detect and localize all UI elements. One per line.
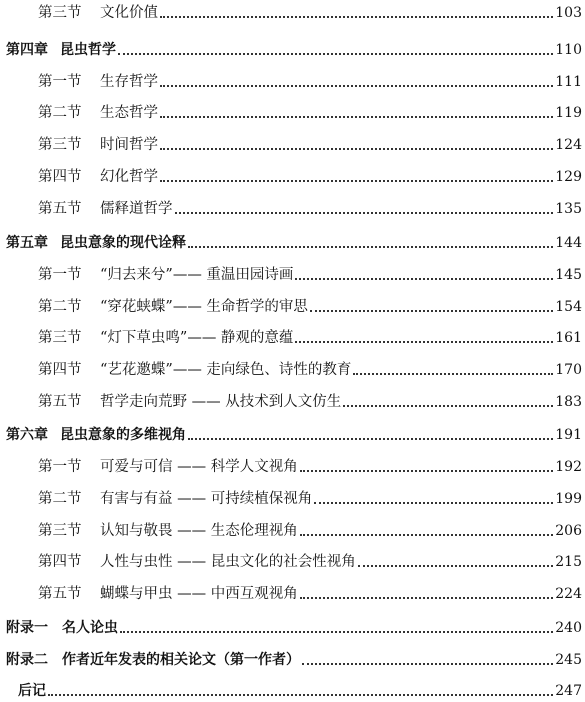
entry-title: “穿花蛱蝶”—— 生命哲学的审思 [100, 299, 308, 315]
dot-leader [160, 180, 553, 182]
entry-title: 可爱与可信 —— 科学人文视角 [100, 459, 298, 475]
entry-page: 183 [555, 394, 582, 410]
dot-leader [353, 373, 553, 375]
entry-title: “艺花邀蝶”—— 走向绿色、诗性的教育 [100, 362, 352, 378]
dot-leader [302, 663, 553, 665]
entry-title: 有害与有益 —— 可持续植保视角 [100, 491, 313, 507]
toc-entry[interactable] [0, 357, 585, 379]
entry-page: 191 [555, 427, 582, 443]
entry-title: 昆虫意象的现代诠释 [60, 235, 186, 251]
entry-title: 儒释道哲学 [100, 201, 173, 217]
toc-entry[interactable] [0, 294, 585, 316]
toc-entry[interactable] [0, 132, 585, 154]
entry-number: 第四节 [38, 362, 82, 378]
entry-page: 103 [555, 5, 582, 21]
entry-number: 第四章 [6, 42, 48, 58]
entry-number: 第三节 [38, 137, 82, 153]
dot-leader [160, 85, 553, 87]
entry-page: 154 [555, 299, 582, 315]
entry-page: 129 [555, 169, 582, 185]
dot-leader [295, 278, 553, 280]
dot-leader [343, 405, 553, 407]
entry-number: 第一节 [38, 459, 82, 475]
entry-number: 第五节 [38, 201, 82, 217]
entry-page: 124 [555, 137, 582, 153]
entry-page: 111 [555, 74, 582, 90]
entry-number: 第一节 [38, 267, 82, 283]
toc-entry[interactable] [0, 454, 585, 476]
entry-number: 第五节 [38, 586, 82, 602]
dot-leader [48, 694, 553, 696]
entry-title: 昆虫意象的多维视角 [60, 427, 186, 443]
entry-title: 作者近年发表的相关论文（第一作者） [62, 652, 300, 668]
entry-page: 110 [555, 42, 582, 58]
dot-leader [300, 470, 554, 472]
dot-leader [160, 148, 553, 150]
toc-entry[interactable] [0, 196, 585, 218]
entry-number: 附录二 [6, 652, 48, 668]
toc-entry[interactable] [0, 37, 585, 59]
dot-leader [160, 116, 553, 118]
dot-leader [175, 212, 554, 214]
entry-title: “归去来兮”—— 重温田园诗画 [100, 267, 294, 283]
toc-entry[interactable] [0, 164, 585, 186]
dot-leader [310, 310, 553, 312]
entry-page: 119 [555, 105, 582, 121]
entry-number: 第二节 [38, 299, 82, 315]
entry-page: 161 [555, 330, 582, 346]
entry-page: 224 [555, 586, 582, 602]
entry-title: 幻化哲学 [100, 169, 158, 185]
entry-number: 附录一 [6, 620, 48, 636]
toc-entry[interactable] [0, 69, 585, 91]
entry-number: 第四节 [38, 554, 82, 570]
entry-title: 蝴蝶与甲虫 —— 中西互观视角 [100, 586, 298, 602]
toc-entry[interactable] [0, 678, 585, 700]
toc-entry[interactable] [0, 325, 585, 347]
toc-entry[interactable] [0, 615, 585, 637]
entry-page: 215 [555, 554, 582, 570]
entry-page: 245 [555, 652, 582, 668]
entry-page: 135 [555, 201, 582, 217]
toc-entry[interactable] [0, 389, 585, 411]
dot-leader [120, 631, 553, 633]
dot-leader [300, 597, 554, 599]
entry-page: 206 [555, 523, 582, 539]
dot-leader [300, 534, 554, 536]
entry-page: 144 [555, 235, 582, 251]
entry-title: 名人论虫 [62, 620, 118, 636]
dot-leader [160, 16, 553, 18]
toc-entry[interactable] [0, 230, 585, 252]
entry-number: 第三节 [38, 330, 82, 346]
toc-entry[interactable] [0, 486, 585, 508]
toc-entry[interactable] [0, 100, 585, 122]
entry-number: 第五章 [6, 235, 48, 251]
entry-number: 第六章 [6, 427, 48, 443]
toc-entry[interactable] [0, 518, 585, 540]
entry-page: 199 [555, 491, 582, 507]
dot-leader [118, 53, 553, 55]
entry-number: 第二节 [38, 491, 82, 507]
entry-page: 192 [555, 459, 582, 475]
entry-title: 认知与敬畏 —— 生态伦理视角 [100, 523, 298, 539]
toc-entry[interactable] [0, 262, 585, 284]
toc-entry[interactable] [0, 549, 585, 571]
entry-number: 第三节 [38, 523, 82, 539]
entry-title: “灯下草虫鸣”—— 静观的意蕴 [100, 330, 294, 346]
entry-number: 第二节 [38, 105, 82, 121]
dot-leader [295, 341, 553, 343]
entry-page: 240 [555, 620, 582, 636]
entry-page: 170 [555, 362, 582, 378]
entry-title: 生态哲学 [100, 105, 158, 121]
entry-title: 生存哲学 [100, 74, 158, 90]
toc-entry[interactable] [0, 647, 585, 669]
dot-leader [314, 502, 553, 504]
entry-number: 第三节 [38, 5, 82, 21]
entry-number: 第五节 [38, 394, 82, 410]
dot-leader [188, 438, 553, 440]
toc-entry[interactable] [0, 422, 585, 444]
entry-title: 昆虫哲学 [60, 42, 116, 58]
dot-leader [188, 246, 553, 248]
entry-title: 时间哲学 [100, 137, 158, 153]
toc-entry[interactable] [0, 0, 585, 22]
dot-leader [358, 565, 554, 567]
entry-title: 后记 [18, 683, 46, 699]
entry-page: 247 [555, 683, 582, 699]
entry-number: 第四节 [38, 169, 82, 185]
entry-title: 哲学走向荒野 —— 从技术到人文仿生 [100, 394, 342, 410]
entry-title: 文化价值 [100, 5, 158, 21]
toc-entry[interactable] [0, 581, 585, 603]
entry-title: 人性与虫性 —— 昆虫文化的社会性视角 [100, 554, 356, 570]
entry-page: 145 [555, 267, 582, 283]
entry-number: 第一节 [38, 74, 82, 90]
